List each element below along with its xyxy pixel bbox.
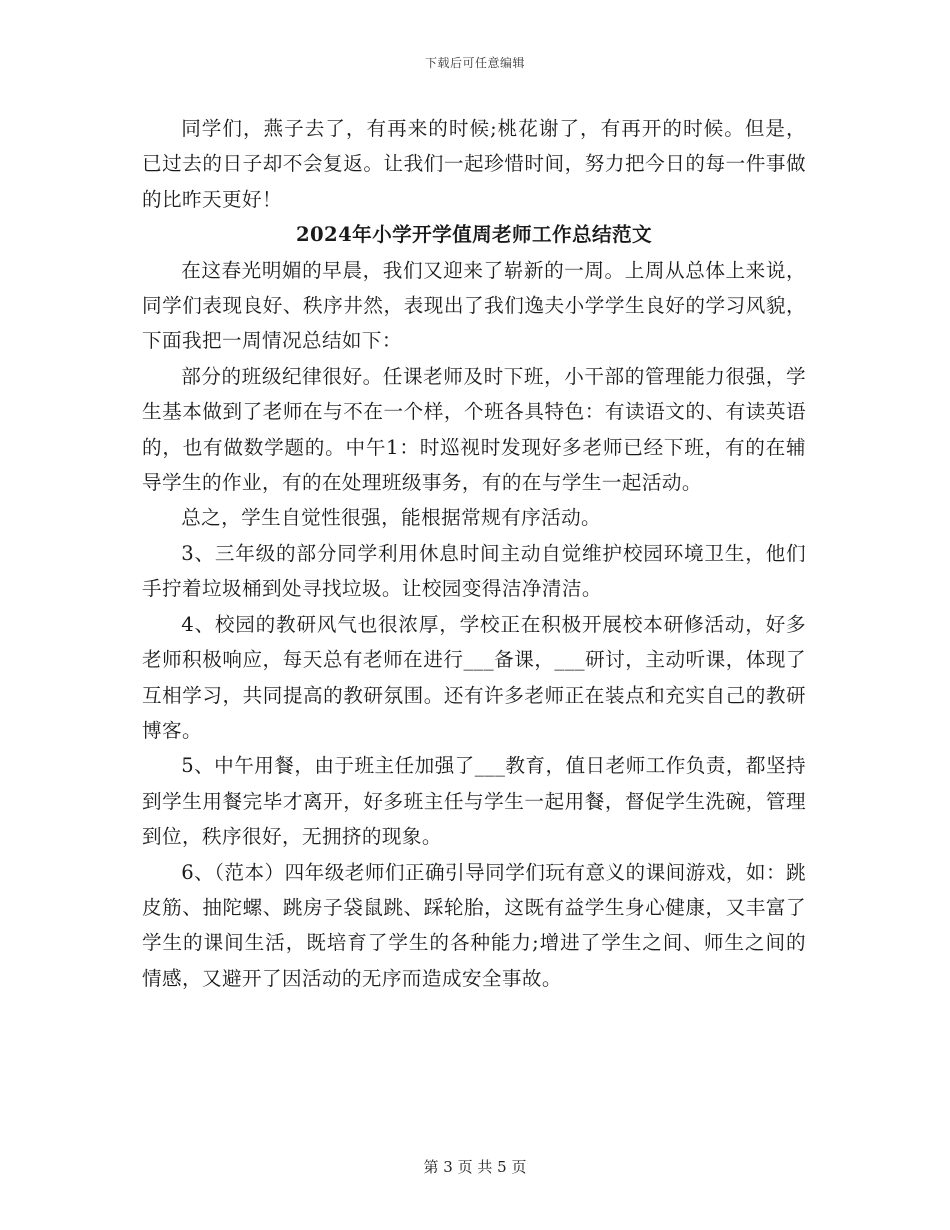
body-paragraph: 6、（范本）四年级老师们正确引导同学们玩有意义的课间游戏，如：跳皮筋、抽陀螺、跳房子袋鼠跳、踩轮胎，这既有益学生身心健康，又丰富了学生的课间生活，既培育了学生的各种能力;增进了学生之间、师生之间的情感，又避开了因活动的无序而造成安全事故。 bbox=[142, 860, 806, 990]
body-paragraph: 总之，学生自觉性很强，能根据常规有序活动。 bbox=[181, 506, 602, 530]
body-paragraph: 3、三年级的部分同学利用休息时间主动自觉维护校园环境卫生，他们手拧着垃圾桶到处寻找垃圾。让校园变得洁净清洁。 bbox=[142, 541, 806, 601]
page-header: 下载后可任意编辑 bbox=[424, 56, 525, 70]
document-body bbox=[142, 111, 806, 996]
body-paragraph: 4、校园的教研风气也很浓厚，学校正在积极开展校本研修活动，好多老师积极响应，每天总有老师在进行___备课，___研讨，主动听课，体现了互相学习，共同提高的教研氛围。还有许多老师正在装点和充实自己的教研博客。 bbox=[142, 612, 806, 742]
page-number: 第 3 页 共 5 页 bbox=[423, 1158, 527, 1176]
body-paragraph: 部分的班级纪律很好。任课老师及时下班，小干部的管理能力很强，学生基本做到了老师在与不在一个样，个班各具特色：有读语文的、有读英语的，也有做数学题的。中午1：时巡视时发现好多老师已经下班，有的在辅导学生的作业，有的在处理班级事务，有的在与学生一起活动。 bbox=[142, 364, 806, 495]
body-paragraph: 在这春光明媚的早晨，我们又迎来了崭新的一周。上周从总体上来说，同学们表现良好、秩序井然，表现出了我们逸夫小学学生良好的学习风貌，下面我把一周情况总结如下： bbox=[142, 258, 806, 353]
intro-paragraph: 同学们，燕子去了，有再来的时候;桃花谢了，有再开的时候。但是，已过去的日子却不会复返。让我们一起珍惜时间，努力把今日的每一件事做的比昨天更好！ bbox=[142, 117, 806, 211]
body-paragraph: 5、中午用餐，由于班主任加强了___教育，值日老师工作负责，都坚持到学生用餐完毕才离开，好多班主任与学生一起用餐，督促学生洗碗，管理到位，秩序很好，无拥挤的现象。 bbox=[142, 754, 806, 849]
article-title: 2024年小学开学值周老师工作总结范文 bbox=[295, 223, 653, 247]
